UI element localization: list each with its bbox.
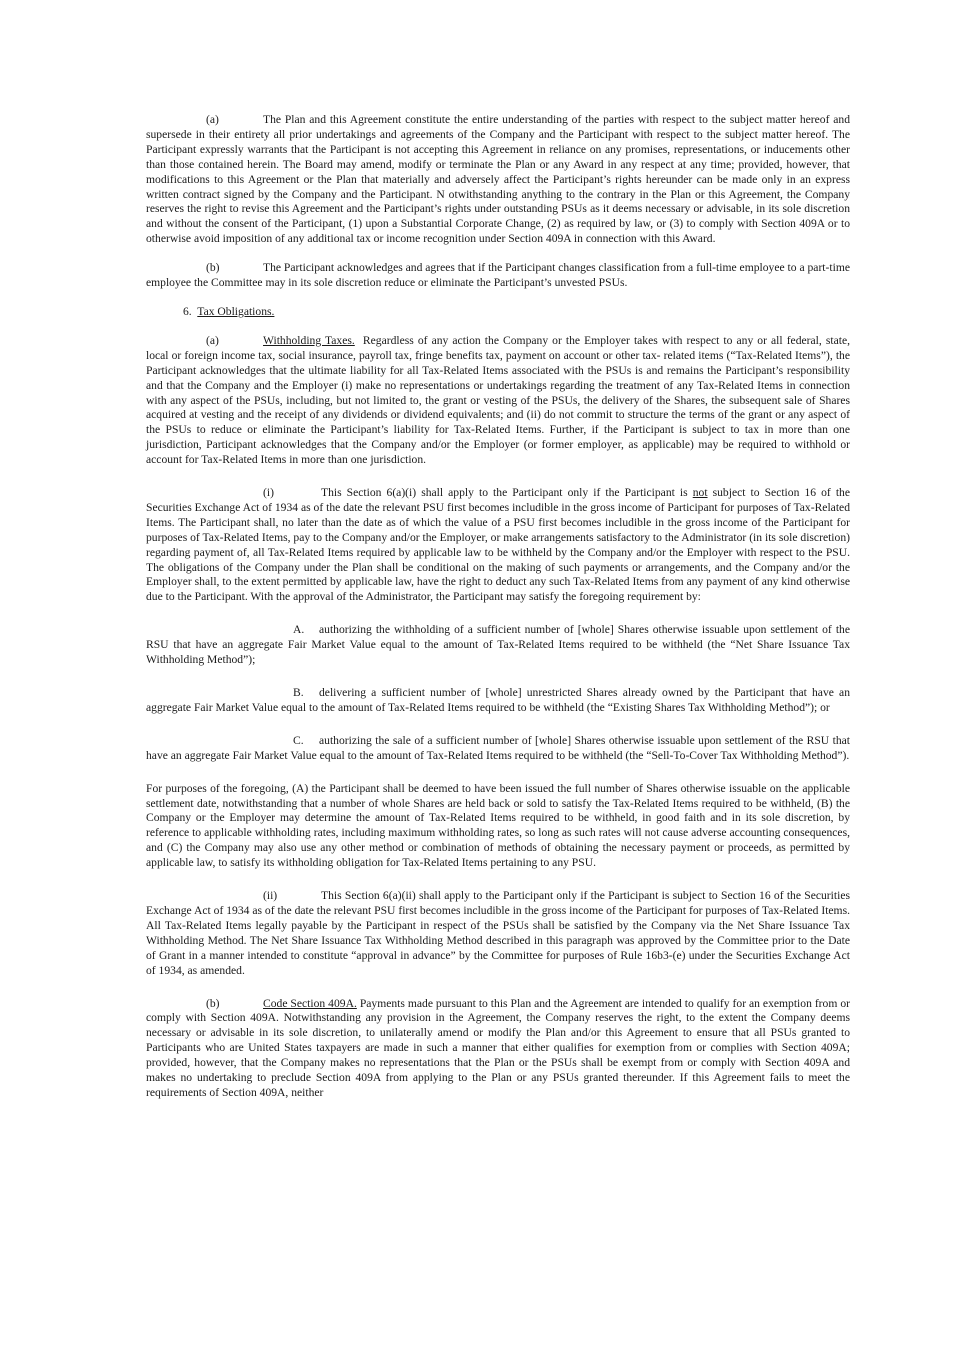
- paragraph-6b-text: Payments made pursuant to this Plan and the Agreement are intended to qualify for an exemption from or comply with Section 409A. Notwithstanding any provision in the Agreement, the Company reserves the right, to the extent the Company deems necessary or advisable in its sole discretion, to unilaterally amend or modify the Plan and/or this Agreement to ensure that all PSUs granted to Participants who are United States taxpayers are made in such a manner that either qualifies for exemption from or complies with Section 409A; provided, however, that the Company makes no representations that the Plan or the PSUs shall be exempt from or comply with Section 409A and makes no undertaking to preclude Section 409A from applying to the Plan or any PSUs granted thereunder. If this Agreement fails to meet the requirements of Section 409A, neither: [146, 996, 850, 1099]
- paragraph-option-c-text: authorizing the sale of a sufficient number of [whole] Shares otherwise issuable upon settlement of the RSU that have an aggregate Fair Market Value equal to the amount of Tax-Related Items required to be withheld (the “Sell-To-Cover Tax Withholding Method”).: [146, 733, 850, 762]
- paragraph-for-purposes: For purposes of the foregoing, (A) the Participant shall be deemed to have been issued the full number of Shares otherwise issuable on the applicable settlement date, notwithstanding that a number of whole Shares are held back or sold to satisfy the Tax-Related Items required to be withheld, (B) the Company or the Employer may determine the amount of Tax-Related Items required to be withheld, in good faith and in its sole discretion, by reference to applicable withholding rates, including maximum withholding rates, so long as such rates will not cause adverse accounting consequences, and (C) the Company may also use any other method or combination of methods of obtaining the necessary payment or proceeds, as permitted by applicable law, to satisfy its withholding obligation for Tax-Related Items pertaining to any PSU.: [146, 781, 850, 870]
- paragraph-option-b: [146, 686, 850, 716]
- paragraph-6a-ii: [146, 889, 850, 978]
- paragraph-5b: [146, 261, 850, 291]
- paragraph-5a-text: The Plan and this Agreement constitute the entire understanding of the parties with respect to the subject matter hereof and supersede in their entirety all prior undertakings and agreements of the Company and the Participant with respect to the subject matter hereof. The Participant expressly warrants that the Participant is not accepting this Agreement in reliance on any promises, representations, or inducements other than those contained herein. The Board may amend, modify or terminate the Plan or any Award in any respect at any time; provided, however, that modifications to this Agreement or the Plan that materially and adversely affect the Participant’s rights hereunder can be made only in an express written contract signed by the Company and the Participant. N otwithstanding anything to the contrary in the Plan or this Agreement, the Company reserves the right to revise this Agreement and the Participant’s rights under outstanding PSUs as it deems necessary or advisable, in its sole discretion and without the consent of the Participant, (1) upon a Substantial Corporate Change, (2) as required by law, or (3) to comply with Section 409A or to otherwise avoid imposition of any additional tax or income recognition under Section 409A in connection with this Award.: [146, 113, 850, 246]
- clause-label-ii: (ii): [263, 889, 278, 903]
- paragraph-6a-i-emphasis: not: [692, 486, 708, 500]
- paragraph-option-a: [146, 623, 850, 668]
- clause-label-C: C.: [293, 733, 304, 747]
- paragraph-option-c: [146, 734, 850, 764]
- paragraph-6a-text: Regardless of any action the Company or the Employer takes with respect to any or all federal, state, local or foreign income tax, social insurance, payroll tax, fringe benefits tax, payment on account or other tax- related items (“Tax-Related Items”), the Participant acknowledges that the ultimate liability for all Tax-Related Items associated with the PSUs is and remains the Participant’s responsibility and that the Company and the Employer (i) make no representations or undertakings regarding the treatment of any Tax-Related Items in connection with any aspect of the PSUs, including, but not limited to, the grant or vesting of the PSUs, the delivery of the Shares, the subsequent sale of Shares acquired at vesting and the receipt of any dividends or dividend equivalents; and (ii) do not commit to structure the terms of the grant or any aspect of the PSUs to reduce or eliminate the Participant’s liability for Tax-Related Items. Further, if the Participant is subject to tax in more than one jurisdiction, Participant acknowledges that the Company and/or the Employer (or former employer, as applicable) may be required to withhold or account for Tax-Related Items in more than one jurisdiction.: [146, 333, 850, 467]
- paragraph-option-b-text: delivering a sufficient number of [whole] unrestricted Shares already owned by the Participant that have an aggregate Fair Market Value equal to the amount of Tax-Related Items required to be withheld (the “Existing Shares Tax Withholding Method”); or: [146, 686, 850, 714]
- clause-label-6a: (a): [206, 333, 219, 347]
- paragraph-6a-i-text-before: This Section 6(a)(i) shall apply to the Participant only if the Participant is: [321, 486, 693, 500]
- clause-label-b: (b): [206, 261, 220, 275]
- code-section-409a-heading: Code Section 409A.: [263, 996, 357, 1010]
- section-6-heading: [146, 305, 850, 320]
- section-6-title: Tax Obligations.: [197, 304, 275, 318]
- clause-label-B: B.: [293, 686, 304, 699]
- paragraph-5a: [146, 113, 850, 247]
- paragraph-6a-i-text-after: subject to Section 16 of the Securities Exchange Act of 1934 as of the date the relevant PSU first becomes includible in the gross income of Participant for purposes of Tax-Related Items. The Participant shall, no later than the date as of which the value of a PSU first becomes includible in the gross income of the Participant for purposes of Tax-Related Items, pay to the Company and/or the Employer, or make arrangements satisfactory to the Administrator (in its sole discretion) regarding payment of, all Tax-Related Items required by applicable law to be withheld by the Company and/or the Employer with respect to the PSU. The obligations of the Company under the Plan shall be conditional on the making of such payments or arrangements, and the Company and/or the Employer shall, to the extent permitted by applicable law, have the right to deduct any such Tax-Related Items from any payment of any kind otherwise due to the Participant. With the approval of the Administrator, the Participant may satisfy the foregoing requirement by:: [146, 486, 850, 604]
- document-page: [146, 113, 850, 1101]
- paragraph-6a-ii-text: This Section 6(a)(ii) shall apply to the Participant only if the Participant is subject to Section 16 of the Securities Exchange Act of 1934 as of the date the relevant PSU first becomes includible in the gross income of the Participant for purposes of Tax-Related Items. All Tax-Related Items legally payable by the Participant in respect of the PSUs shall be satisfied by the Company via the Net Share Issuance Tax Withholding Method. The Net Share Issuance Tax Withholding Method described in this paragraph was approved by the Committee prior to the Date of Grant in a manner intended to constitute “approval in advance” by the Committee for purposes of Rule 16b3-(e) under the Securities Exchange Act of 1934, as amended.: [146, 889, 850, 977]
- clause-label-i: (i): [263, 486, 274, 500]
- paragraph-option-a-text: authorizing the withholding of a sufficient number of [whole] Shares otherwise issuable upon settlement of the RSU that have an aggregate Fair Market Value equal to the amount of Tax-Related Items required to be withheld (the “Net Share Issuance Tax Withholding Method”);: [146, 623, 850, 667]
- section-6-number: 6.: [183, 304, 192, 318]
- withholding-taxes-heading: Withholding Taxes.: [263, 333, 355, 347]
- paragraph-6a-i: [146, 486, 850, 605]
- clause-label-6b: (b): [206, 996, 220, 1010]
- clause-label-A: A.: [293, 623, 305, 637]
- paragraph-6b: [146, 997, 850, 1101]
- paragraph-5b-text: The Participant acknowledges and agrees that if the Participant changes classification from a full-time employee to a part-time employee the Committee may in its sole discretion reduce or eliminate the Participant’s unvested PSUs.: [146, 261, 850, 290]
- paragraph-6a: [146, 334, 850, 468]
- clause-label-a: (a): [206, 113, 219, 126]
